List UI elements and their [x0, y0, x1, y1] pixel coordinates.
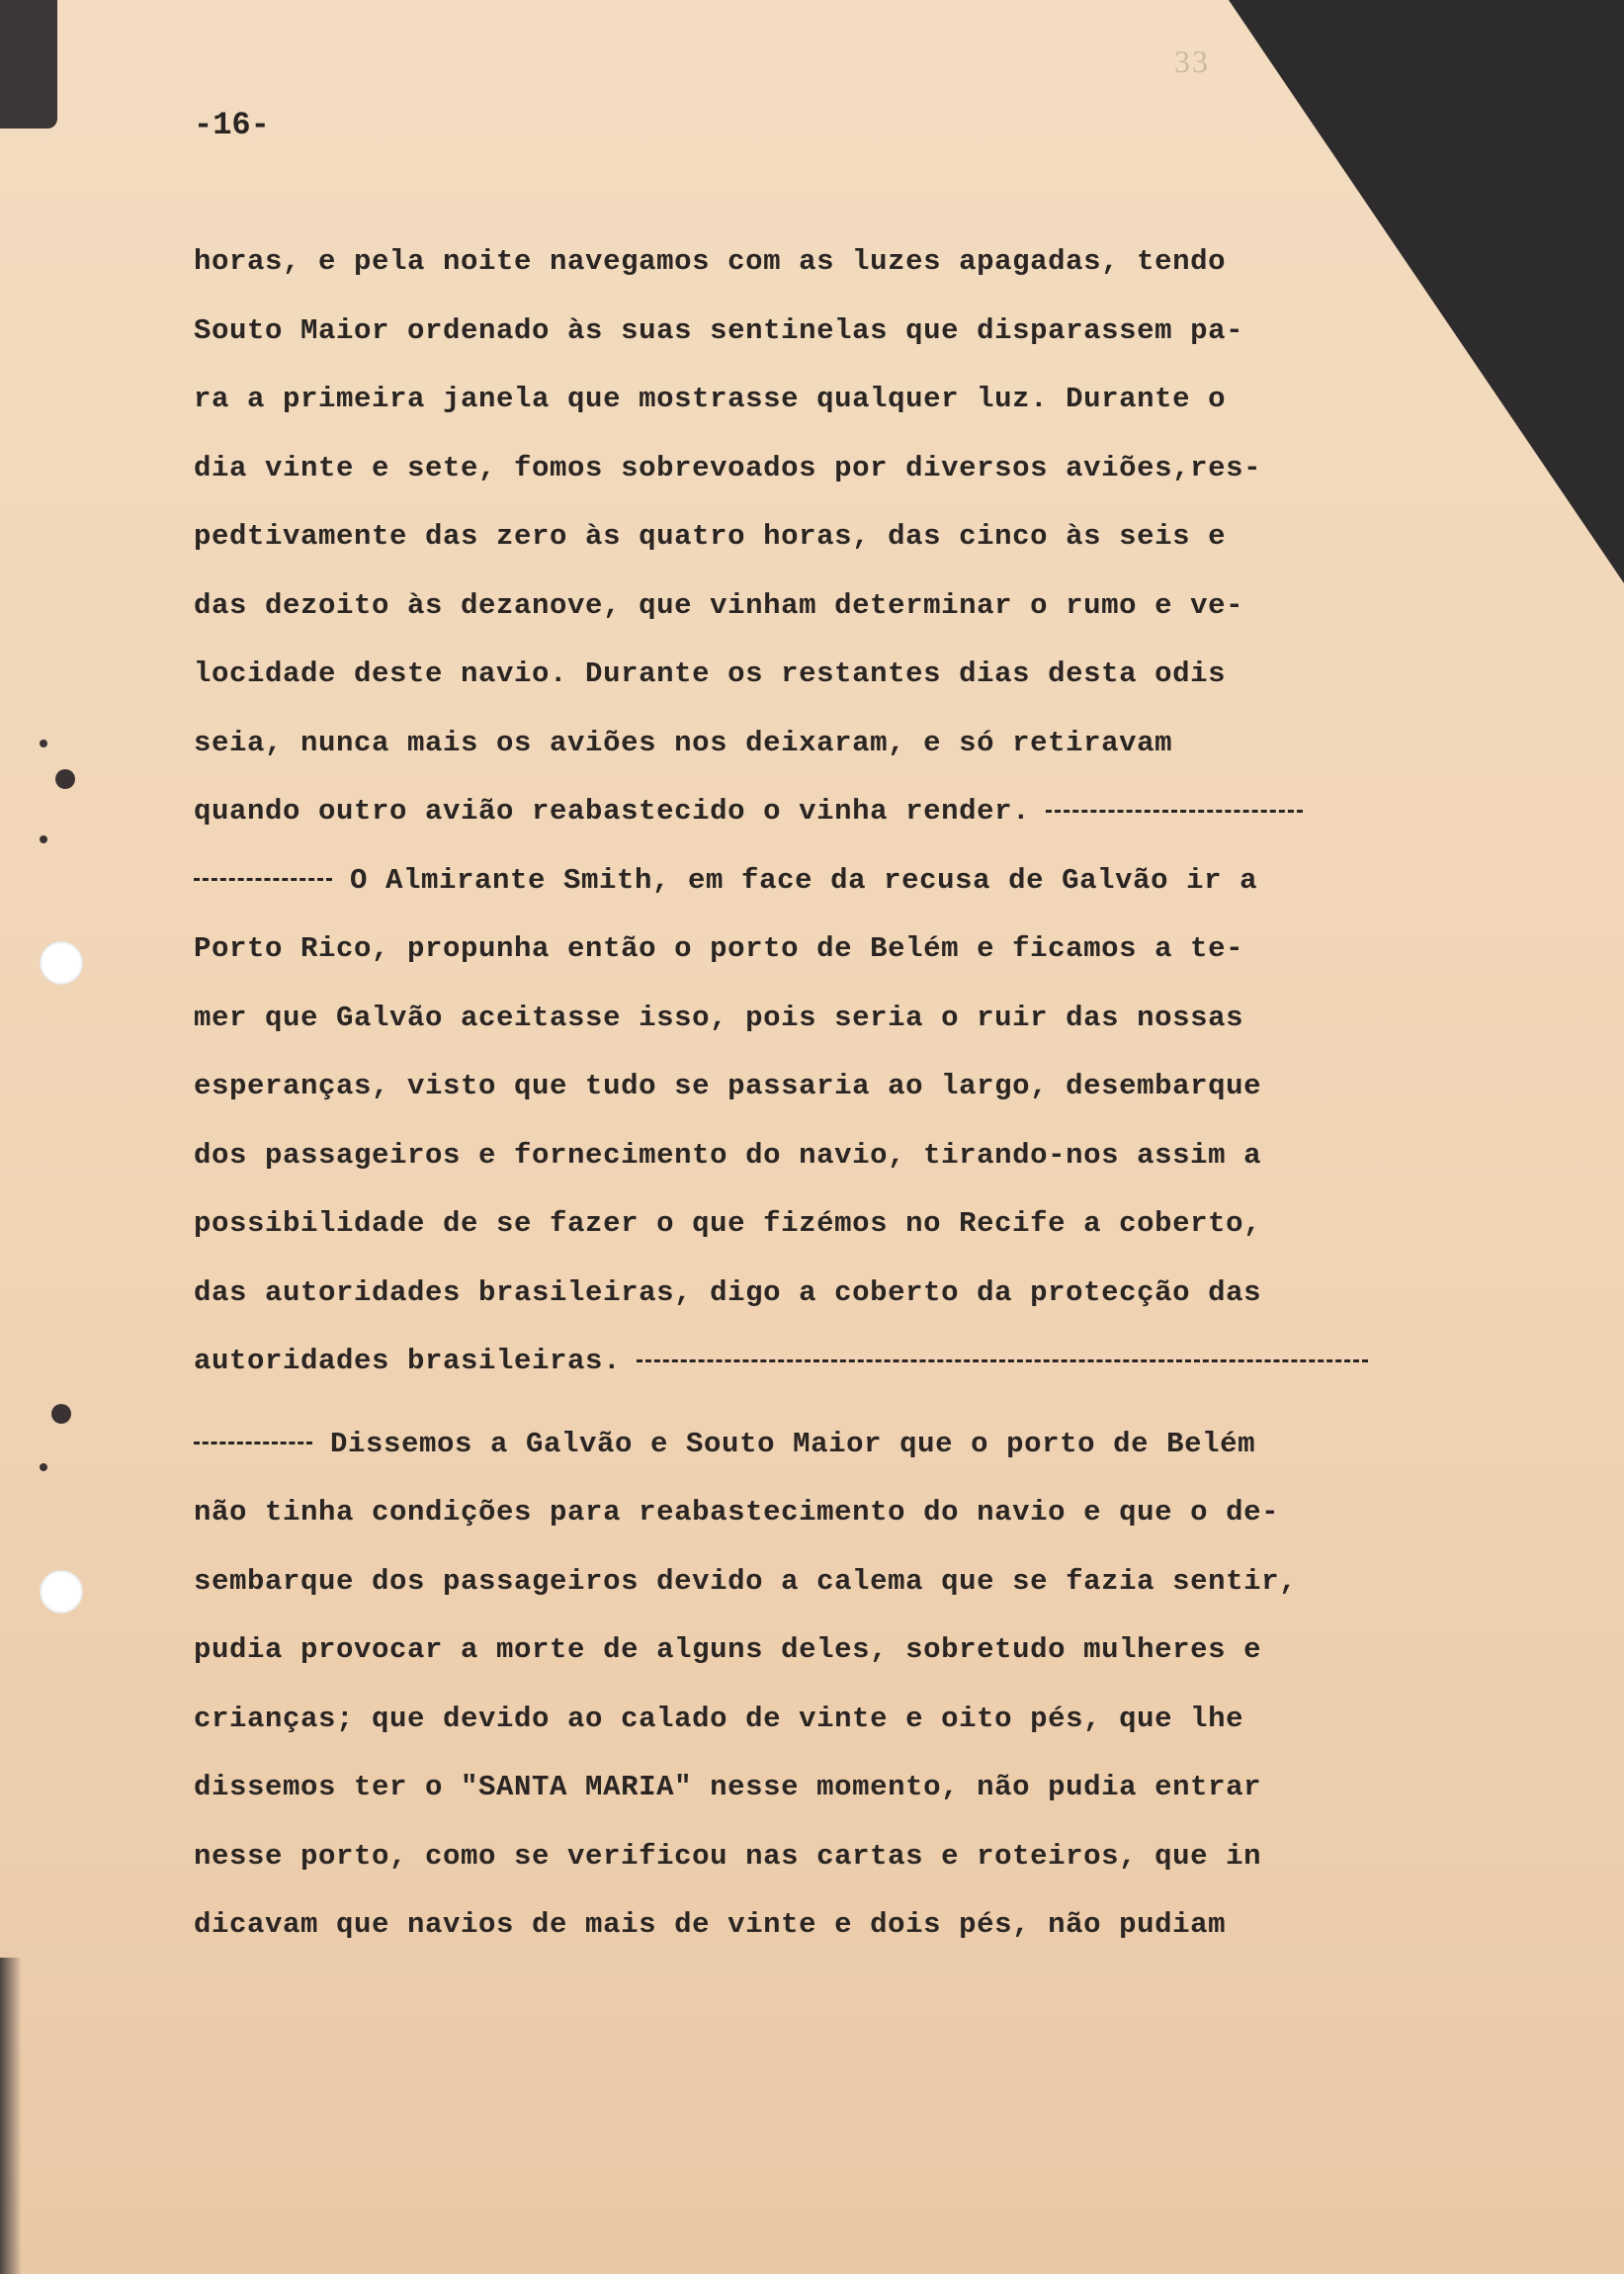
text-line: nesse porto, como se verificou nas cartas e roteiros, que in [194, 1839, 1262, 1873]
text-line: ra a primeira janela que mostrasse qualquer luz. Durante o [194, 383, 1227, 415]
dashed-rule [637, 1359, 1368, 1362]
text-line: possibilidade de se fazer o que fizémos no Recife a coberto, [194, 1207, 1262, 1240]
dashed-rule [1046, 810, 1303, 813]
text-line: quando outro avião reabastecido o vinha render. [194, 777, 1459, 846]
text-line: O Almirante Smith, em face da recusa de Galvão ir a [194, 846, 1459, 916]
ink-mark [40, 835, 47, 843]
text-line: horas, e pela noite navegamos com as luzes apagadas, tendo [194, 245, 1227, 278]
text-line: crianças; que devido ao calado de vinte e oito pés, que lhe [194, 1702, 1244, 1735]
text-line: autoridades brasileiras. [194, 1327, 1459, 1396]
archive-number: 33 [1174, 44, 1210, 79]
text-line: esperanças, visto que tudo se passaria ao largo, desembarque [194, 1070, 1262, 1102]
text-line: das dezoito às dezanove, que vinham determinar o rumo e ve- [194, 588, 1244, 622]
text-line: Porto Rico, propunha então o porto de Belém e ficamos a te- [194, 932, 1244, 965]
ink-mark [51, 1404, 71, 1424]
text-line: seia, nunca mais os aviões nos deixaram, e só retiravam [194, 726, 1173, 759]
punch-hole [40, 1570, 83, 1614]
punch-hole [40, 941, 83, 985]
page-number: -16- [194, 107, 270, 143]
ink-mark [40, 1463, 47, 1471]
text-line: não tinha condições para reabastecimento do navio e que o de- [194, 1496, 1280, 1529]
page-edge-shadow [0, 1958, 22, 2274]
text-line: dia vinte e sete, fomos sobrevoados por diversos aviões,res- [194, 451, 1262, 484]
text-line: sembarque dos passageiros devido a calema que se fazia sentir, [194, 1564, 1298, 1598]
text-line: dissemos ter o "SANTA MARIA" nesse momento, não pudia entrar [194, 1771, 1262, 1803]
text-line: pudia provocar a morte de alguns deles, sobretudo mulheres e [194, 1633, 1262, 1666]
text-line: das autoridades brasileiras, digo a coberto da protecção das [194, 1275, 1262, 1309]
text-line: dicavam que navios de mais de vinte e dois pés, não pudiam [194, 1908, 1227, 1941]
dashed-rule [194, 878, 332, 881]
binder-tab [0, 0, 57, 129]
typewritten-body [194, 227, 1459, 1960]
text-line: mer que Galvão aceitasse isso, pois seria o ruir das nossas [194, 1001, 1244, 1034]
ink-mark [40, 740, 47, 747]
text-line: pedtivamente das zero às quatro horas, das cinco às seis e [194, 520, 1227, 553]
text-line: Souto Maior ordenado às suas sentinelas que disparassem pa- [194, 313, 1244, 347]
ink-mark [55, 769, 75, 789]
text-line: Dissemos a Galvão e Souto Maior que o porto de Belém [194, 1410, 1459, 1479]
text-line: locidade deste navio. Durante os restantes dias desta odis [194, 657, 1227, 690]
dashed-rule [194, 1442, 312, 1444]
text-line: dos passageiros e fornecimento do navio, tirando-nos assim a [194, 1138, 1262, 1172]
